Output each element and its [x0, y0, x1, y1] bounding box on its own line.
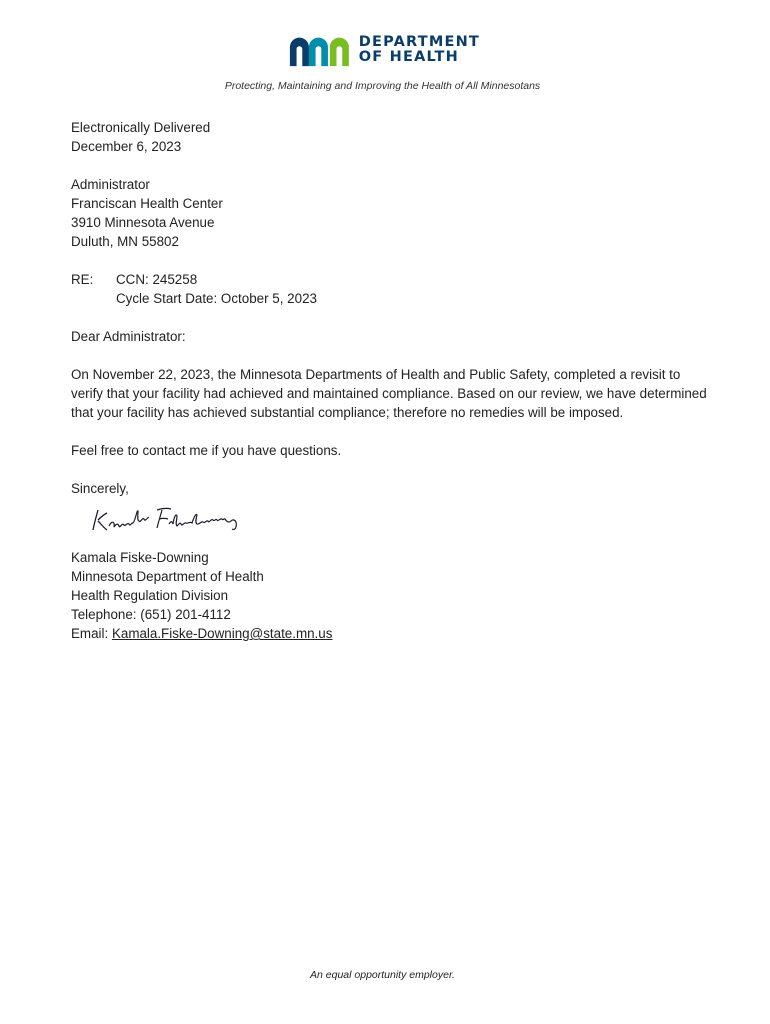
mdh-logo	[288, 33, 480, 67]
letter-body	[71, 118, 711, 643]
letter-date: December 6, 2023	[71, 139, 182, 154]
cycle-start-date: Cycle Start Date: October 5, 2023	[116, 291, 317, 306]
salutation: Dear Administrator:	[71, 329, 186, 344]
ccn-line: CCN: 245258	[116, 272, 198, 287]
sender-name: Kamala Fiske-Downing	[71, 550, 209, 565]
tagline: Protecting, Maintaining and Improving the Health of All Minnesotans	[224, 80, 541, 92]
re-label: RE:	[71, 272, 94, 287]
recipient-org: Franciscan Health Center	[71, 196, 223, 211]
sender-email-line	[71, 624, 711, 643]
email-link[interactable]: Kamala.Fiske-Downing@state.mn.us	[111, 626, 333, 641]
recipient-street: 3910 Minnesota Avenue	[71, 215, 215, 230]
closing: Sincerely,	[71, 481, 129, 496]
signature-scribble-icon	[89, 504, 269, 538]
delivery-method: Electronically Delivered	[71, 120, 211, 135]
logo-line-2: OF HEALTH	[358, 49, 459, 65]
footer-note: An equal opportunity employer.	[310, 969, 455, 981]
logo-wordmark	[359, 35, 480, 65]
body-paragraph-1: On November 22, 2023, the Minnesota Departments of Health and Public Safety, completed a revisit to verify that your facility had achieved and maintained compliance. Based on our review, we have determined that your facility has achieved substantial compliance; therefore no remedies will be imposed.	[71, 367, 707, 420]
email-label: Email:	[71, 626, 112, 641]
recipient-title: Administrator	[71, 177, 150, 192]
re-block	[71, 270, 711, 308]
sender-division: Health Regulation Division	[71, 588, 229, 603]
logo-line-1: DEPARTMENT	[358, 34, 480, 50]
sender-department: Minnesota Department of Health	[71, 569, 264, 584]
recipient-city: Duluth, MN 55802	[71, 234, 179, 249]
body-paragraph-2: Feel free to contact me if you have questions.	[71, 443, 342, 458]
sender-phone: Telephone: (651) 201-4112	[71, 607, 231, 622]
handwritten-signature	[71, 498, 711, 548]
mn-logo-mark-icon	[288, 33, 351, 67]
